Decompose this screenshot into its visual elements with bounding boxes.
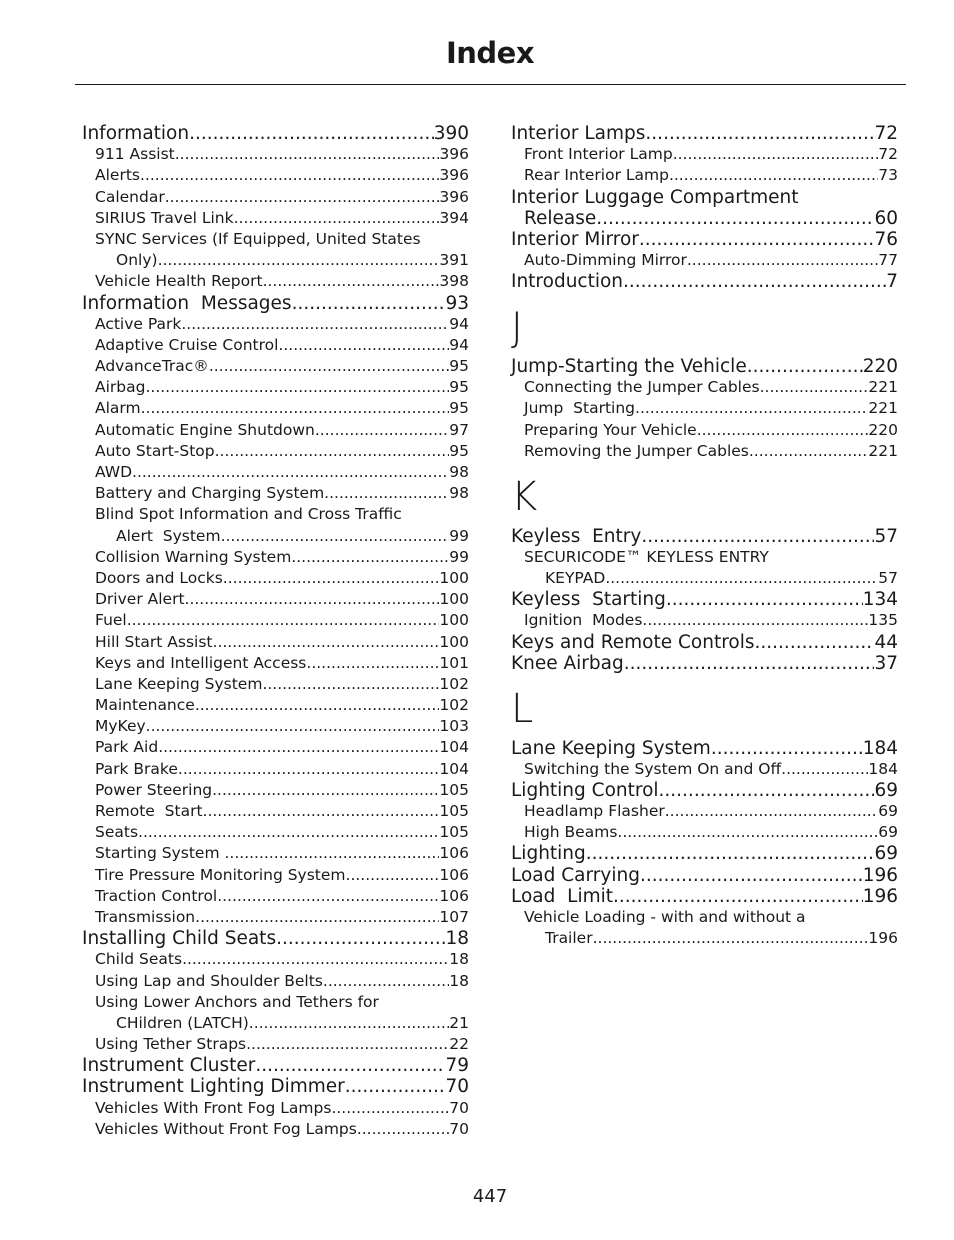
entry-page-number: 135 — [868, 611, 898, 630]
entry-page-number: 18 — [449, 971, 469, 990]
index-entry-label: Interior Luggage Compartment — [511, 186, 799, 208]
entry-label: Hill Start Assist — [95, 632, 213, 651]
entry-label: Adaptive Cruise Control — [95, 335, 279, 354]
index-subentry-switching-the-system-on-and-off[interactable] — [511, 757, 898, 778]
index-subentry-rear-interior-lamp[interactable] — [511, 163, 898, 184]
entry-label: Tire Pressure Monitoring System — [95, 865, 346, 884]
dot-leader — [323, 969, 449, 993]
entry-page-number: 196 — [862, 864, 898, 886]
entry-page-number: 18 — [445, 928, 469, 950]
entry-page-number: 95 — [449, 357, 469, 376]
index-entry-interior-mirror[interactable] — [511, 227, 898, 248]
entry-page-number: 97 — [449, 420, 469, 439]
entry-label: Power Steering — [95, 780, 213, 799]
entry-page-number: 70 — [449, 1098, 469, 1117]
index-subentry-tire-pressure-monitoring-system[interactable] — [82, 863, 469, 884]
entry-label: Trailer — [545, 929, 593, 948]
entry-label: Instrument Lighting Dimmer — [82, 1076, 345, 1098]
entry-label: High Beams — [524, 823, 618, 842]
entry-page-number: 7 — [886, 271, 898, 293]
entry-page-number: 69 — [874, 779, 898, 801]
index-subentry-vehicles-without-front-fog-lamps[interactable] — [82, 1117, 469, 1138]
index-subentry-front-interior-lamp[interactable] — [511, 142, 898, 163]
index-subentry-auto-dimming-mirror[interactable] — [511, 248, 898, 269]
entry-label: Maintenance — [95, 696, 195, 715]
entry-label: KEYPAD — [545, 569, 606, 587]
index-subentry-lane-keeping-system[interactable] — [82, 672, 469, 693]
entry-page-number: 76 — [874, 228, 898, 250]
entry-label: CHildren (LATCH) — [116, 1013, 249, 1032]
index-subentry-starting-system[interactable] — [82, 841, 469, 862]
entry-label: Keys and Remote Controls — [511, 631, 755, 653]
entry-page-number: 221 — [868, 441, 898, 460]
entry-page-number: 390 — [433, 123, 469, 144]
index-entry-knee-airbag[interactable] — [511, 651, 898, 672]
entry-label: Front Interior Lamp — [524, 145, 673, 164]
index-subentry-park-brake[interactable] — [82, 757, 469, 778]
entry-page-number: 95 — [449, 441, 469, 460]
entry-page-number: 106 — [439, 865, 469, 884]
entry-page-number: 100 — [439, 632, 469, 651]
entry-label: Interior Lamps — [511, 123, 646, 144]
index-subentry-airbag[interactable] — [82, 375, 469, 396]
section-letter-j: J — [511, 304, 523, 351]
dot-leader — [357, 1117, 449, 1141]
entry-page-number: 100 — [439, 568, 469, 587]
index-column-right — [511, 121, 898, 947]
index-subentry-using-lap-and-shoulder-belts[interactable] — [82, 969, 469, 990]
entry-label: Headlamp Flasher — [524, 802, 665, 821]
entry-label: Child Seats — [95, 950, 183, 969]
entry-page-number: 57 — [878, 569, 898, 587]
index-subentry-transmission[interactable] — [82, 905, 469, 926]
index-subentry-alarm[interactable] — [82, 396, 469, 417]
entry-page-number: 102 — [439, 696, 469, 715]
entry-label: Release — [524, 207, 597, 229]
entry-label: Connecting the Jumper Cables — [524, 378, 760, 397]
index-subentry-using-tether-straps[interactable] — [82, 1032, 469, 1053]
dot-leader — [669, 163, 878, 187]
index-subentry-trailer[interactable] — [511, 926, 898, 947]
index-entry-interior-lamps[interactable] — [511, 121, 898, 142]
entry-label: Collision Warning System — [95, 547, 292, 566]
index-entry-installing-child-seats[interactable] — [82, 926, 469, 950]
index-entry-keyless-entry[interactable] — [511, 524, 898, 545]
entry-page-number: 95 — [449, 378, 469, 397]
entry-page-number: 396 — [439, 145, 469, 164]
index-subentry-collision-warning-system[interactable] — [82, 545, 469, 566]
entry-label: Removing the Jumper Cables — [524, 441, 749, 460]
index-entry-load-carrying[interactable] — [511, 863, 898, 884]
entry-page-number: 72 — [878, 145, 898, 164]
entry-label: Ignition Modes — [524, 611, 643, 630]
index-subentry-vehicles-with-front-fog-lamps[interactable] — [82, 1096, 469, 1117]
index-subentry-hill-start-assist[interactable] — [82, 630, 469, 651]
index-subentry-only[interactable] — [82, 248, 469, 269]
entry-label: Driver Alert — [95, 590, 185, 609]
entry-label: Using Lap and Shoulder Belts — [95, 971, 323, 990]
entry-page-number: 398 — [439, 272, 469, 291]
index-column-left — [82, 121, 469, 1138]
entry-page-number: 57 — [874, 525, 898, 547]
index-subentry-headlamp-flasher[interactable] — [511, 799, 898, 820]
entry-page-number: 100 — [439, 590, 469, 609]
index-entry-lighting-control[interactable] — [511, 778, 898, 799]
entry-page-number: 100 — [439, 611, 469, 630]
entry-page-number: 134 — [862, 589, 898, 611]
index-subentry-alerts[interactable] — [82, 163, 469, 184]
entry-label: Active Park — [95, 314, 182, 333]
entry-page-number: 60 — [874, 207, 898, 229]
index-subentry-keys-and-intelligent-access[interactable] — [82, 651, 469, 672]
entry-page-number: 221 — [868, 378, 898, 397]
entry-page-number: 77 — [878, 251, 898, 270]
entry-label: Calendar — [95, 187, 165, 206]
entry-label: Switching the System On and Off — [524, 759, 782, 778]
index-subentry-adaptive-cruise-control[interactable] — [82, 333, 469, 354]
index-subentry-park-aid[interactable] — [82, 735, 469, 756]
entry-page-number: 105 — [439, 802, 469, 820]
index-subentry-sirius-travel-link[interactable] — [82, 206, 469, 227]
entry-page-number: 98 — [449, 484, 469, 503]
index-entry-jump-starting-the-vehicle[interactable] — [511, 354, 898, 378]
index-subentry-mykey[interactable] — [82, 714, 469, 735]
entry-label: Load Limit — [511, 885, 614, 907]
index-subentry-doors-and-locks[interactable] — [82, 566, 469, 587]
page-number: 447 — [472, 1186, 508, 1207]
index-subentry-maintenance[interactable] — [82, 693, 469, 714]
entry-label: Load Carrying — [511, 864, 640, 886]
index-subentry-preparing-your-vehicle[interactable] — [511, 418, 898, 439]
index-entry-load-limit[interactable] — [511, 884, 898, 905]
index-entry-release[interactable] — [511, 206, 898, 227]
entry-label: Rear Interior Lamp — [524, 166, 669, 185]
entry-page-number: 94 — [449, 335, 469, 354]
entry-page-number: 73 — [878, 166, 898, 185]
entry-page-number: 394 — [439, 208, 469, 227]
entry-label: Doors and Locks — [95, 568, 223, 587]
entry-page-number: 94 — [449, 314, 469, 333]
entry-label: Preparing Your Vehicle — [524, 420, 697, 439]
entry-page-number: 221 — [868, 399, 898, 418]
entry-label: Vehicle Health Report — [95, 272, 263, 291]
index-entry-information[interactable] — [82, 121, 469, 142]
entry-page-number: 79 — [445, 1055, 469, 1077]
entry-label: Keyless Entry — [511, 525, 642, 547]
entry-page-number: 396 — [439, 187, 469, 206]
index-entry-label: SYNC Services (If Equipped, United States — [95, 229, 421, 248]
entry-label: 911 Assist — [95, 145, 175, 164]
index-entry-label: Vehicle Loading - with and without a — [524, 908, 806, 927]
index-subentry-connecting-the-jumper-cables[interactable] — [511, 375, 898, 396]
index-subentry-alert-system[interactable] — [82, 524, 469, 545]
index-entry-lane-keeping-system[interactable] — [511, 736, 898, 757]
entry-page-number: 104 — [439, 738, 469, 757]
entry-page-number: 98 — [449, 463, 469, 481]
entry-page-number: 396 — [439, 166, 469, 185]
index-subentry-awd[interactable] — [82, 460, 469, 481]
entry-label: Lane Keeping System — [95, 674, 263, 693]
entry-page-number: 102 — [439, 674, 469, 693]
index-subentry-ignition-modes[interactable] — [511, 608, 898, 629]
entry-page-number: 37 — [874, 652, 898, 674]
index-entry-instrument-cluster[interactable] — [82, 1053, 469, 1077]
entry-label: Airbag — [95, 378, 146, 397]
entry-label: Information Messages — [82, 292, 292, 314]
entry-label: Starting System — [95, 844, 225, 863]
entry-page-number: 21 — [449, 1013, 469, 1032]
index-subentry-driver-alert[interactable] — [82, 587, 469, 608]
entry-label: Jump-Starting the Vehicle — [511, 356, 747, 378]
entry-label: Battery and Charging System — [95, 484, 325, 503]
entry-label: MyKey — [95, 717, 146, 736]
entry-label: Automatic Engine Shutdown — [95, 420, 315, 439]
entry-page-number: 220 — [868, 420, 898, 439]
entry-page-number: 70 — [449, 1119, 469, 1138]
entry-page-number: 99 — [449, 526, 469, 545]
entry-label: Vehicles Without Front Fog Lamps — [95, 1119, 357, 1138]
entry-label: Using Tether Straps — [95, 1035, 247, 1054]
index-subentry-fuel[interactable] — [82, 608, 469, 629]
index-subentry-advancetrac[interactable] — [82, 354, 469, 375]
index-entry-introduction[interactable] — [511, 269, 898, 293]
entry-label: Alarm — [95, 399, 141, 418]
entry-page-number: 101 — [439, 653, 469, 672]
entry-page-number: 99 — [449, 547, 469, 566]
entry-page-number: 105 — [439, 780, 469, 799]
entry-page-number: 105 — [439, 823, 469, 842]
entry-label: Park Aid — [95, 738, 159, 757]
index-subentry-children-latch[interactable] — [82, 1011, 469, 1032]
dot-leader — [623, 269, 886, 294]
index-subentry-removing-the-jumper-cables[interactable] — [511, 439, 898, 460]
entry-page-number: 72 — [874, 123, 898, 144]
index-subentry-battery-and-charging-system[interactable] — [82, 481, 469, 502]
index-subentry-seats[interactable] — [82, 820, 469, 841]
index-entry-keys-and-remote-controls[interactable] — [511, 630, 898, 651]
index-subentry-traction-control[interactable] — [82, 884, 469, 905]
entry-page-number: 95 — [449, 399, 469, 418]
entry-page-number: 93 — [445, 292, 469, 314]
entry-label: Keyless Starting — [511, 589, 666, 611]
entry-page-number: 196 — [868, 929, 898, 948]
entry-label: AWD — [95, 463, 133, 481]
entry-label: Vehicles With Front Fog Lamps — [95, 1098, 332, 1117]
entry-page-number: 391 — [439, 251, 469, 270]
index-subentry-jump-starting[interactable] — [511, 396, 898, 417]
entry-page-number: 196 — [862, 885, 898, 907]
entry-label: Introduction — [511, 271, 624, 293]
entry-label: Alert System — [116, 526, 221, 545]
index-subentry-auto-start-stop[interactable] — [82, 439, 469, 460]
entry-label: Lighting Control — [511, 779, 659, 801]
entry-page-number: 107 — [439, 907, 469, 926]
index-subentry-calendar[interactable] — [82, 185, 469, 206]
dot-leader — [624, 651, 875, 676]
index-entry-label: Blind Spot Information and Cross Traffic — [95, 505, 402, 524]
entry-page-number: 22 — [449, 1035, 469, 1054]
entry-label: Only) — [116, 251, 158, 270]
entry-label: SIRIUS Travel Link — [95, 208, 234, 227]
index-subentry-remote-start[interactable] — [82, 799, 469, 820]
index-subentry-child-seats[interactable] — [82, 947, 469, 968]
index-subentry-automatic-engine-shutdown[interactable] — [82, 418, 469, 439]
entry-label: Installing Child Seats — [82, 928, 277, 950]
entry-page-number: 184 — [862, 737, 898, 759]
entry-page-number: 104 — [439, 759, 469, 778]
index-entry-information-messages[interactable] — [82, 291, 469, 312]
entry-page-number: 103 — [439, 717, 469, 736]
dot-leader — [593, 926, 869, 950]
entry-label: Knee Airbag — [511, 652, 624, 674]
entry-label: Auto-Dimming Mirror — [524, 251, 687, 270]
entry-label: Auto Start-Stop — [95, 441, 215, 460]
entry-page-number: 18 — [449, 950, 469, 969]
index-entry-label: Using Lower Anchors and Tethers for — [95, 992, 379, 1011]
entry-label: Alerts — [95, 166, 140, 185]
entry-label: Jump Starting — [524, 399, 636, 418]
entry-label: Lighting — [511, 843, 586, 865]
section-letter-l: L — [511, 685, 534, 732]
entry-label: Fuel — [95, 611, 127, 630]
index-subentry-active-park[interactable] — [82, 312, 469, 333]
index-subentry-power-steering[interactable] — [82, 778, 469, 799]
index-entry-keyless-starting[interactable] — [511, 587, 898, 611]
section-letter-k: K — [511, 474, 538, 521]
entry-page-number: 69 — [878, 823, 898, 842]
entry-label: Lane Keeping System — [511, 737, 711, 759]
title-rule — [75, 84, 906, 85]
index-entry-lighting[interactable] — [511, 841, 898, 865]
entry-label: AdvanceTrac® — [95, 357, 209, 376]
entry-page-number: 184 — [868, 759, 898, 778]
entry-page-number: 106 — [439, 844, 469, 863]
entry-label: Traction Control — [95, 886, 218, 905]
index-subentry-keypad[interactable] — [511, 566, 898, 587]
entry-label: Interior Mirror — [511, 228, 639, 250]
entry-label: Keys and Intelligent Access — [95, 653, 307, 672]
entry-label: Information — [82, 123, 190, 144]
entry-page-number: 44 — [874, 631, 898, 653]
entry-label: Transmission — [95, 907, 196, 926]
index-subentry-vehicle-health-report[interactable] — [82, 269, 469, 290]
index-entry-instrument-lighting-dimmer[interactable] — [82, 1074, 469, 1098]
index-entry-label: SECURICODE™ KEYLESS ENTRY — [524, 547, 769, 566]
entry-page-number: 69 — [878, 802, 898, 821]
entry-label: Seats — [95, 823, 139, 842]
entry-page-number: 106 — [439, 886, 469, 905]
entry-label: Instrument Cluster — [82, 1055, 256, 1077]
entry-label: Remote Start — [95, 802, 203, 820]
entry-page-number: 220 — [862, 356, 898, 378]
dot-leader — [749, 439, 869, 463]
entry-label: Park Brake — [95, 759, 178, 778]
entry-page-number: 70 — [445, 1076, 469, 1098]
index-subentry-high-beams[interactable] — [511, 820, 898, 841]
entry-page-number: 69 — [874, 843, 898, 865]
page-title: Index — [445, 36, 535, 70]
index-subentry-911-assist[interactable] — [82, 142, 469, 163]
